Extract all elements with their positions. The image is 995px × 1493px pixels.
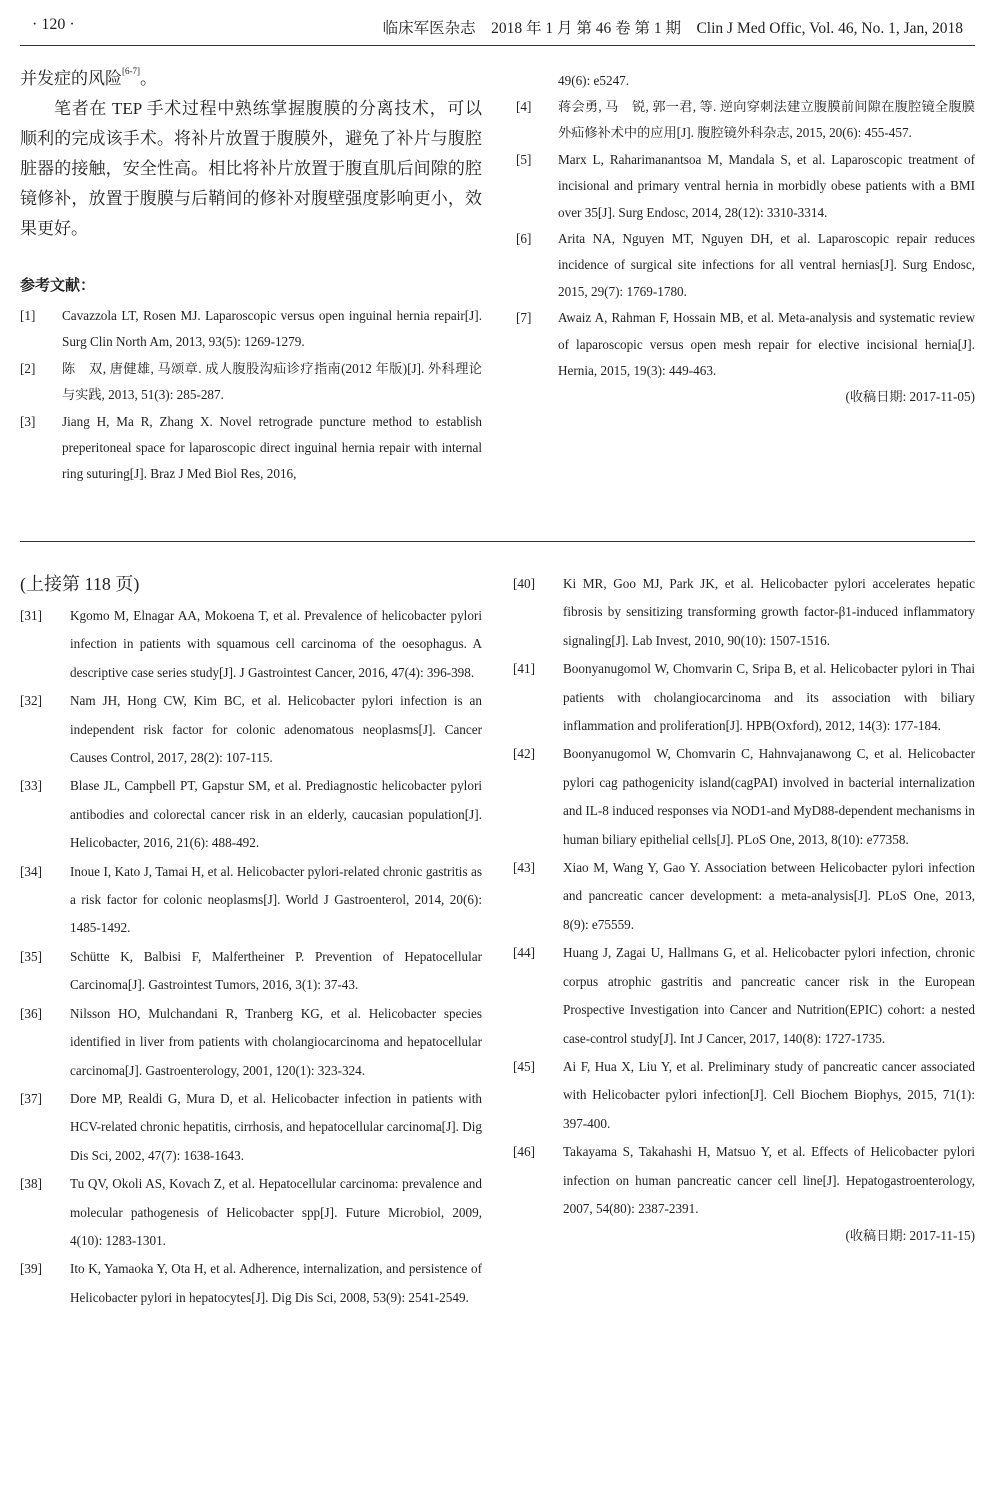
reference-text: Xiao M, Wang Y, Gao Y. Association between Helicobacter pylori infection and pancreatic cancer development: a meta-analysis[J]. PLoS One, 2013, 8(9): e75559.	[563, 860, 975, 932]
received-date: (收稿日期: 2017-11-15)	[845, 1228, 975, 1244]
top-left-column	[20, 64, 482, 488]
reference-number: [32]	[20, 693, 42, 709]
reference-number: [3]	[20, 413, 36, 429]
reference-text: Nam JH, Hong CW, Kim BC, et al. Helicobacter pylori infection is an independent risk factor for colonic adenomatous neoplasms[J]. Cancer Causes Control, 2017, 28(2): 107-115.	[70, 693, 482, 766]
reference-text: Cavazzola LT, Rosen MJ. Laparoscopic versus open inguinal hernia repair[J]. Surg Clin North Am, 2013, 93(5): 1269-1279.	[62, 308, 482, 350]
paragraph-1-text: 并发症的风险	[20, 69, 122, 88]
reference-text: 陈 双, 唐健雄, 马颂章. 成人腹股沟疝诊疗指南(2012 年版)[J]. 外科理论与实践, 2013, 51(3): 285-287.	[62, 360, 482, 403]
reference-text: Tu QV, Okoli AS, Kovach Z, et al. Hepatocellular carcinoma: prevalence and molecular pathogenesis of Helicobacter spp[J]. Future Microbiol, 2009, 4(10): 1283-1301.	[70, 1176, 482, 1248]
section-divider	[20, 541, 975, 542]
reference-item	[20, 602, 482, 687]
reference-text: Inoue I, Kato J, Tamai H, et al. Helicobacter pylori-related chronic gastritis as a risk factor for colonic neoplasms[J]. World J Gastroenterol, 2014, 20(6): 1485-1492.	[70, 863, 482, 936]
reference-item	[516, 94, 975, 147]
reference-item	[513, 1053, 975, 1138]
reference-number: [43]	[513, 860, 535, 876]
reference-number: [37]	[20, 1090, 42, 1106]
reference-text: Jiang H, Ma R, Zhang X. Novel retrograde puncture method to establish preperitoneal space for laparoscopic direct inguinal hernia repair with internal ring suturing[J]. Braz J Med Biol Res, 2016,	[62, 413, 482, 482]
reference-number: [44]	[513, 945, 535, 961]
reference-item	[20, 772, 482, 857]
reference-continuation: 49(6): e5247.	[558, 73, 630, 88]
reference-text: Ai F, Hua X, Liu Y, et al. Preliminary study of pancreatic cancer associated with Helicobacter pylori infection[J]. Cell Biochem Biophys, 2015, 71(1): 397-400.	[563, 1058, 975, 1131]
reference-text: Awaiz A, Rahman F, Hossain MB, et al. Meta-analysis and systematic review of laparoscopic versus open mesh repair for elective incisional hernia[J]. Hernia, 2015, 19(3): 449-463.	[558, 310, 975, 379]
references-heading: 参考文献：	[20, 276, 96, 294]
reference-item	[20, 858, 482, 943]
reference-text: Dore MP, Realdi G, Mura D, et al. Helicobacter infection in patients with HCV-related chronic hepatitis, cirrhosis, and hepatocellular carcinoma[J]. Dig Dis Sci, 2002, 47(7): 1638-1643.	[70, 1090, 482, 1163]
reference-item	[20, 303, 482, 356]
reference-text: Boonyanugomol W, Chomvarin C, Sripa B, et al. Helicobacter pylori in Thai patients with cholangiocarcinoma and its association with biliary inflammation and proliferation[J]. HPB(Oxford), 2012, 14(3): 177-184.	[563, 661, 975, 734]
reference-number: [2]	[20, 360, 36, 376]
journal-running-title: 临床军医杂志 2018 年 1 月 第 46 卷 第 1 期 Clin J Med Offic, Vol. 46, No. 1, Jan, 2018	[382, 20, 963, 37]
reference-text: Marx L, Raharimanantsoa M, Mandala S, et al. Laparoscopic treatment of incisional and primary ventral hernia in morbidly obese patients with a BMI over 35[J]. Surg Endosc, 2014, 28(12): 3310-3314.	[558, 151, 975, 220]
reference-text: Nilsson HO, Mulchandani R, Tranberg KG, et al. Helicobacter species identified in liver from patients with cholangiocarcinoma and hepatocellular carcinoma[J]. Gastroenterology, 2001, 120(1): 323-324.	[70, 1005, 482, 1078]
reference-number: [6]	[516, 231, 532, 247]
reference-number: [40]	[513, 576, 535, 591]
reference-number: [39]	[20, 1261, 42, 1277]
reference-item	[516, 305, 975, 384]
reference-item	[513, 570, 975, 655]
reference-number: [38]	[20, 1176, 42, 1192]
reference-number: [5]	[516, 151, 532, 167]
reference-item	[20, 1255, 482, 1312]
reference-item	[20, 1170, 482, 1255]
reference-item	[20, 356, 482, 409]
reference-item	[20, 687, 482, 772]
bottom-right-column	[513, 570, 975, 1249]
reference-text: Boonyanugomol W, Chomvarin C, Hahnvajanawong C, et al. Helicobacter pylori cag pathogenicity island(cagPAI) involved in bacterial internalization and IL-8 induced responses via NOD1-and MyD88-dependent mechanisms in human biliary epithelial cells[J]. PLoS One, 2013, 8(10): e77358.	[563, 746, 975, 847]
reference-item	[513, 655, 975, 740]
reference-number: [35]	[20, 948, 42, 964]
top-right-column	[516, 68, 975, 410]
reference-item	[513, 1138, 975, 1223]
reference-number: [41]	[513, 661, 535, 677]
reference-number: [7]	[516, 310, 532, 326]
paragraph-1-end: 。	[140, 69, 157, 88]
reference-item	[516, 147, 975, 226]
references-list-top-left	[20, 303, 482, 488]
page-number: · 120 ·	[32, 16, 75, 33]
reference-number: [1]	[20, 308, 36, 323]
page-header	[20, 10, 975, 46]
reference-item	[516, 226, 975, 305]
reference-item	[513, 740, 975, 854]
body-paragraph-1	[20, 64, 482, 94]
reference-number: [36]	[20, 1005, 42, 1021]
reference-text: Arita NA, Nguyen MT, Nguyen DH, et al. Laparoscopic repair reduces incidence of surgical site infections for all ventral hernias[J]. Surg Endosc, 2015, 29(7): 1769-1780.	[558, 231, 975, 299]
reference-number: [46]	[513, 1144, 535, 1160]
reference-item	[20, 409, 482, 488]
reference-text: Ito K, Yamaoka Y, Ota H, et al. Adherence, internalization, and persistence of Helicobacter pylori in hepatocytes[J]. Dig Dis Sci, 2008, 53(9): 2541-2549.	[70, 1261, 482, 1305]
reference-text: Blase JL, Campbell PT, Gapstur SM, et al. Prediagnostic helicobacter pylori antibodies and colorectal cancer risk in an elderly, caucasian population[J]. Helicobacter, 2016, 21(6): 488-492.	[70, 778, 482, 851]
body-paragraph-2: 笔者在 TEP 手术过程中熟练掌握腹膜的分离技术，可以顺利的完成该手术。将补片放置于腹膜外，避免了补片与腹腔脏器的接触，安全性高。相比将补片放置于腹直肌后间隙的腔镜修补，放置于腹膜与后鞘间的修补对腹壁强度影响更小，效果更好。	[20, 99, 482, 238]
continued-from-note: (上接第 118 页)	[20, 574, 140, 594]
reference-number: [45]	[513, 1058, 535, 1074]
reference-item	[20, 1000, 482, 1085]
reference-item	[513, 854, 975, 939]
reference-item	[20, 943, 482, 1000]
reference-number: [31]	[20, 608, 42, 623]
reference-number: [4]	[516, 99, 532, 114]
reference-text: Schütte K, Balbisi F, Malfertheiner P. Prevention of Hepatocellular Carcinoma[J]. Gastrointest Tumors, 2016, 3(1): 37-43.	[70, 948, 482, 993]
bottom-left-column	[20, 570, 482, 1312]
reference-number: [34]	[20, 863, 42, 879]
reference-number: [33]	[20, 778, 42, 794]
reference-text: Kgomo M, Elnagar AA, Mokoena T, et al. Prevalence of helicobacter pylori infection in patients with squamous cell carcinoma of the oesophagus. A descriptive case series study[J]. J Gastrointest Cancer, 2016, 47(4): 396-398.	[70, 608, 482, 680]
reference-text: Takayama S, Takahashi H, Matsuo Y, et al. Effects of Helicobacter pylori infection on human pancreatic cancer cell line[J]. Hepatogastroenterology, 2007, 54(80): 2387-2391.	[563, 1144, 975, 1216]
reference-text: 蒋会勇, 马 锐, 郭一君, 等. 逆向穿刺法建立腹膜前间隙在腹腔镜全腹膜外疝修补术中的应用[J]. 腹腔镜外科杂志, 2015, 20(6): 455-457.	[558, 99, 975, 141]
reference-text: Ki MR, Goo MJ, Park JK, et al. Helicobacter pylori accelerates hepatic fibrosis by sensitizing transforming growth factor-β1-induced inflammatory signaling[J]. Lab Invest, 2010, 90(10): 1507-1516.	[563, 576, 975, 648]
reference-item	[513, 939, 975, 1053]
received-date: (收稿日期: 2017-11-05)	[845, 389, 975, 405]
reference-item	[20, 1085, 482, 1170]
reference-number: [42]	[513, 746, 535, 762]
reference-text: Huang J, Zagai U, Hallmans G, et al. Helicobacter pylori infection, chronic corpus atrophic gastritis and pancreatic cancer risk in the European Prospective Investigation into Cancer and Nutrition(EPIC) cohort: a nested case-control study[J]. Int J Cancer, 2017, 140(8): 1727-1735.	[563, 945, 975, 1046]
citation-superscript: [6-7]	[122, 66, 140, 76]
